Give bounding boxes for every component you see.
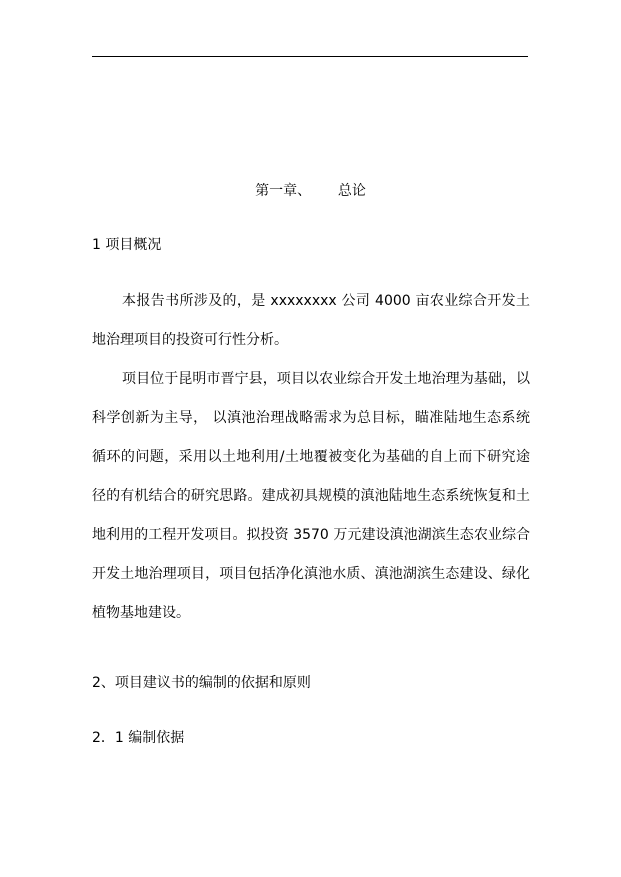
section-heading-project-overview: 1 项目概况 [92,237,162,253]
section-heading-basis-and-principles: 2、项目建议书的编制的依据和原则 [92,675,311,691]
paragraph-report-scope: 本报告书所涉及的，是 xxxxxxxx 公司 4000 亩农业综合开发土地治理项目的投资可行性分析。 [92,293,530,348]
paragraph-project-description: 项目位于昆明市晋宁县，项目以农业综合开发土地治理为基础，以科学创新为主导， 以滇池治理战略需求为总目标，瞄准陆地生态系统循环的问题，采用以土地利用/土地覆被变化为基础的自上而下研究途径的有机结合的研究思路。建成初具规模的滇池陆地生态系统恢复和土地利用的工程开发项目。拟投资 3570 万元建设滇池湖滨生态农业综合开发土地治理项目，项目包括净化滇池水质、滇池湖滨生态建设、绿化植物基地建设。 [92,371,530,621]
chapter-title: 第一章、 总论 [255,183,366,199]
header-rule [92,56,528,57]
subsection-heading-compilation-basis: 2．1 编制依据 [92,730,185,746]
